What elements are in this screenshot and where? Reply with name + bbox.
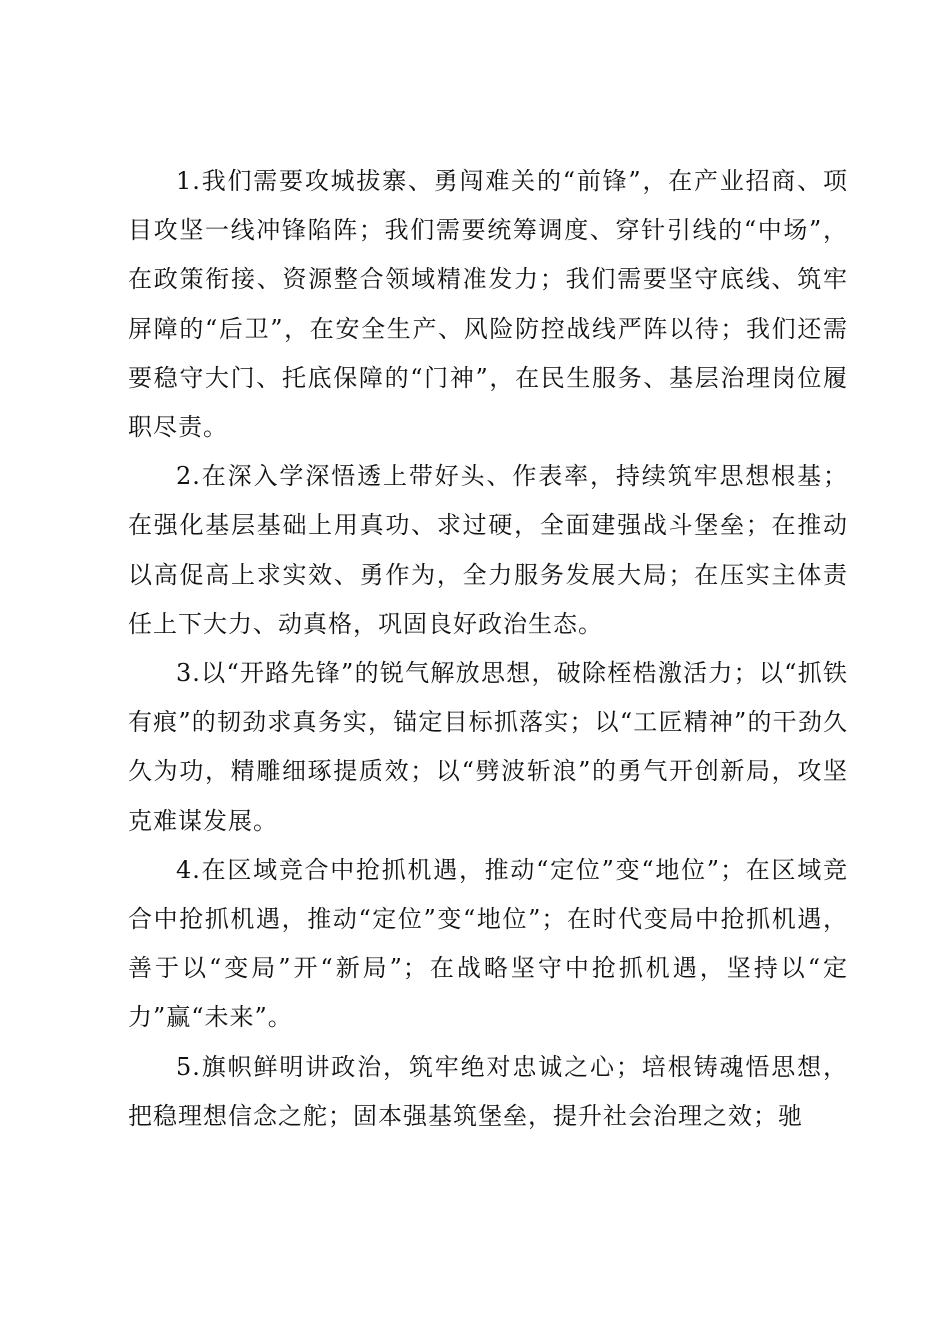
paragraph-2: 2.在深入学深悟透上带好头、作表率，持续筑牢思想根基；在强化基层基础上用真功、求过硬，全面建强战斗堡垒；在推动以高促高上求实效、勇作为，全力服务发展大局；在压实主体责任上下大力、动真格，巩固良好政治生态。 <box>128 462 848 638</box>
paragraph-1: 1.我们需要攻城拔寨、勇闯难关的“前锋”，在产业招商、项目攻坚一线冲锋陷阵；我们需要统筹调度、穿针引线的“中场”，在政策衔接、资源整合领域精准发力；我们需要坚守底线、筑牢屏障的“后卫”，在安全生产、风险防控战线严阵以待；我们还需要稳守大门、托底保障的“门神”，在民生服务、基层治理岗位履职尽责。 <box>128 167 848 442</box>
paragraph-4: 4.在区域竞合中抢抓机遇，推动“定位”变“地位”；在区域竞合中抢抓机遇，推动“定位”变“地位”；在时代变局中抢抓机遇，善于以“变局”开“新局”；在战略坚守中抢抓机遇，坚持以“定力”赢“未来”。 <box>128 855 848 1032</box>
paragraph-3: 3.以“开路先锋”的锐气解放思想，破除桎梏激活力；以“抓铁有痕”的韧劲求真务实，锚定目标抓落实；以“工匠精神”的干劲久久为功，精雕细琢提质效；以“劈波斩浪”的勇气开创新局，攻坚克难谋发展。 <box>128 659 848 835</box>
paragraph-5: 5.旗帜鲜明讲政治，筑牢绝对忠诚之心；培根铸魂悟思想，把稳理想信念之舵；固本强基筑堡垒，提升社会治理之效；驰 <box>128 1052 848 1130</box>
document-body <box>128 157 848 1141</box>
